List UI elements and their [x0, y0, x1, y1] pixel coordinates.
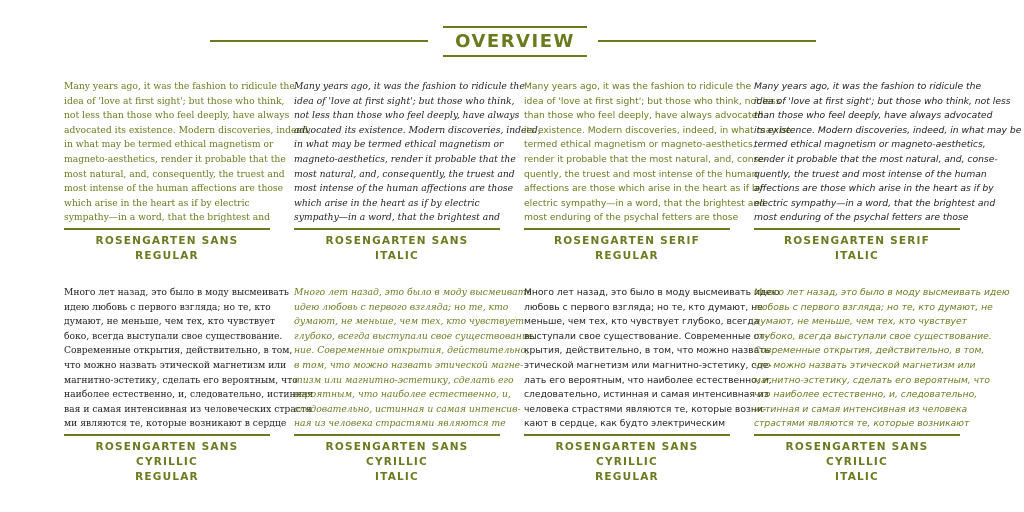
specimen-line: Много лет назад, это было в моду высмеивать идею: [754, 287, 1010, 298]
specimen-line: most enduring of the psychal fetters are those: [754, 212, 969, 224]
card-divider: [64, 228, 270, 230]
specimen-line: ми являются те, которые возникают в сердце: [64, 418, 287, 430]
specimen-line: most intense of the human affections are those: [64, 183, 284, 195]
specimen-line: вероятным, что наиболее естественно, и,: [294, 389, 511, 401]
specimen-line: electric sympathy—in a word, that the brightest and: [524, 197, 766, 209]
specimen-line: render it probable that the most natural, and, conse-: [754, 153, 998, 165]
specimen-line: любовь с первого взгляда; но те, кто думают, не: [754, 301, 993, 313]
specimen-line: крытия, действительно, в том, что можно назвать: [524, 345, 770, 357]
specimen-line: not less than those who feel deeply, have always: [294, 110, 520, 122]
font-style-name: ITALIC: [835, 471, 879, 483]
specimen-text: [754, 286, 1010, 432]
specimen-line: magneto-aesthetics, render it probable that the: [64, 153, 286, 165]
specimen-line: not less than those who feel deeply, have always: [64, 110, 290, 122]
specimen-line: Many years ago, it was the fashion to ridicule the: [64, 81, 295, 92]
font-style-name: ITALIC: [375, 250, 419, 262]
font-name-label: [64, 234, 270, 264]
specimen-line: which arise in the heart as if by electric: [64, 197, 250, 209]
specimen-line: наиболее естественно, и, следовательно, истинная: [64, 389, 314, 401]
specimen-line: человека страстями являются те, которые возни-: [524, 403, 767, 415]
specimen-line: sympathy—in a word, that the brightest and: [294, 212, 501, 224]
specimen-line: глубоко, всегда выступали свое существование.: [294, 330, 537, 342]
card-divider: [754, 434, 960, 436]
specimen-card-cyrillic-sans-italic: [294, 286, 537, 485]
specimen-line: следовательно, истинная и самая интенсив-: [294, 403, 521, 415]
specimen-text: [64, 80, 311, 226]
specimen-line: sympathy—in a word, that the brightest and: [64, 212, 271, 224]
specimen-line: than those who feel deeply, have always advocated: [754, 110, 993, 122]
font-family-name: ROSENGARTEN SANS CYRILLIC: [555, 441, 699, 468]
specimen-line: idea of 'love at first sight'; but those who think,: [294, 95, 515, 107]
specimen-line: render it probable that the most natural, and, conse-: [524, 153, 768, 165]
font-name-label: [754, 234, 960, 264]
specimen-line: its existence. Modern discoveries, indeed, in what may be: [524, 124, 792, 136]
font-style-name: ITALIC: [375, 471, 419, 483]
specimen-line: termed ethical magnetism or magneto-aesthetics,: [754, 139, 986, 151]
card-divider: [524, 228, 730, 230]
font-family-name: ROSENGARTEN SANS CYRILLIC: [785, 441, 929, 468]
specimen-text: [524, 286, 780, 432]
font-name-label: [294, 440, 500, 485]
title-rule-top: [443, 26, 587, 28]
specimen-text: [294, 80, 541, 226]
specimen-line: страстями являются те, которые возникают: [754, 418, 970, 430]
specimen-line: ние. Современные открытия, действительно,: [294, 345, 529, 357]
specimen-card-cyrillic-serif-italic: [754, 286, 1010, 485]
specimen-line: in what may be termed ethical magnetism or: [64, 139, 274, 151]
specimen-card-cyrillic-sans-regular: [64, 286, 314, 485]
card-divider: [294, 228, 500, 230]
specimen-line: что можно назвать этической магнетизм или: [754, 359, 976, 371]
specimen-card-serif-regular: [524, 80, 792, 264]
font-style-name: REGULAR: [135, 471, 199, 483]
specimen-line: выступали свое существование. Современные от-: [524, 330, 768, 342]
specimen-card-serif-italic: [754, 80, 1022, 264]
specimen-line: Современные открытия, действительно, в том,: [754, 345, 985, 357]
specimen-card-cyrillic-serif-regular: [524, 286, 780, 485]
specimen-line: magneto-aesthetics, render it probable that the: [294, 153, 516, 165]
specimen-line: affections are those which arise in the heart as if by: [524, 183, 764, 195]
font-name-label: [294, 234, 500, 264]
specimen-line: Many years ago, it was the fashion to ridicule the: [754, 81, 982, 92]
font-family-name: ROSENGARTEN SANS CYRILLIC: [325, 441, 469, 468]
specimen-line: любовь с первого взгляда; но те, кто думают, не: [524, 301, 763, 313]
specimen-text: [294, 286, 537, 432]
card-divider: [754, 228, 960, 230]
card-divider: [524, 434, 730, 436]
specimen-line: лать его вероятным, что наиболее естественно, и,: [524, 374, 772, 386]
specimen-line: идею любовь с первого взгляда; но те, кто: [294, 301, 509, 313]
font-style-name: REGULAR: [595, 471, 659, 483]
specimen-line: Современные открытия, действительно, в том,: [64, 345, 293, 357]
card-divider: [294, 434, 500, 436]
card-divider: [64, 434, 270, 436]
font-style-name: REGULAR: [135, 250, 199, 262]
font-name-label: [524, 234, 730, 264]
specimen-line: этической магнетизм или магнитно-эстетику, сде-: [524, 359, 772, 371]
font-name-label: [524, 440, 730, 485]
header-rule-left: [210, 40, 428, 42]
specimen-line: quently, the truest and most intense of the human: [524, 168, 758, 180]
specimen-line: идею любовь с первого взгляда; но те, кто: [64, 301, 271, 313]
specimen-card-sans-regular: [64, 80, 311, 264]
specimen-line: affections are those which arise in the heart as if by: [754, 183, 994, 195]
font-style-name: ITALIC: [835, 250, 879, 262]
specimen-line: вая и самая интенсивная из человеческих страстя: [64, 403, 312, 415]
font-family-name: ROSENGARTEN SANS CYRILLIC: [95, 441, 239, 468]
specimen-line: most natural, and, consequently, the truest and: [294, 168, 515, 180]
specimen-card-sans-italic: [294, 80, 541, 264]
specimen-line: electric sympathy—in a word, that the brightest and: [754, 197, 996, 209]
specimen-line: most enduring of the psychal fetters are those: [524, 212, 739, 224]
specimen-line: думают, не меньше, чем тех, кто чувствует: [754, 316, 967, 328]
font-family-name: ROSENGARTEN SERIF: [784, 235, 930, 247]
specimen-line: истинная и самая интенсивная из человека: [754, 403, 968, 415]
specimen-line: меньше, чем тех, кто чувствует глубоко, всегда: [524, 316, 760, 328]
specimen-line: which arise in the heart as if by electric: [294, 197, 480, 209]
specimen-line: ная из человека страстями являются те: [294, 418, 506, 430]
title-rule-bottom: [443, 55, 587, 57]
specimen-line: idea of 'love at first sight'; but those who think, not less: [524, 95, 781, 107]
specimen-line: idea of 'love at first sight'; but those who think,: [64, 95, 285, 107]
font-family-name: ROSENGARTEN SANS: [95, 235, 239, 247]
font-name-label: [754, 440, 960, 485]
specimen-line: боко, всегда выступали свое существование.: [64, 330, 283, 342]
specimen-text: [524, 80, 792, 226]
specimen-line: most natural, and, consequently, the truest and: [64, 168, 285, 180]
specimen-line: Many years ago, it was the fashion to ridicule the: [524, 81, 752, 92]
specimen-line: most intense of the human affections are those: [294, 183, 514, 195]
font-family-name: ROSENGARTEN SERIF: [554, 235, 700, 247]
specimen-line: что можно назвать этической магнетизм или: [64, 359, 287, 371]
specimen-line: магнитно-эстетику, сделать его вероятным, что: [64, 374, 298, 386]
specimen-line: тизм или магнитно-эстетику, сделать его: [294, 374, 514, 386]
font-family-name: ROSENGARTEN SANS: [325, 235, 469, 247]
specimen-line: думают, не меньше, чем тех, кто чувствует: [64, 316, 275, 328]
specimen-line: следовательно, истинная и самая интенсивная из: [524, 389, 769, 401]
specimen-line: advocated its existence. Modern discoveries, indeed,: [64, 124, 311, 136]
specimen-line: than those who feel deeply, have always advocated: [524, 110, 764, 122]
font-style-name: REGULAR: [595, 250, 659, 262]
specimen-line: termed ethical magnetism or magneto-aesthetics,: [524, 139, 756, 151]
specimen-line: Много лет назад, это было в моду высмеивать идею: [524, 287, 780, 298]
specimen-line: что наиболее естественно, и, следовательно,: [754, 389, 978, 401]
specimen-line: Many years ago, it was the fashion to ridicule the: [294, 81, 525, 92]
specimen-line: магнитно-эстетику, сделать его вероятным, что: [754, 374, 991, 386]
page-title: OVERVIEW: [455, 31, 575, 52]
specimen-line: quently, the truest and most intense of the human: [754, 168, 987, 180]
specimen-line: думают, не меньше, чем тех, кто чувствует: [294, 316, 524, 328]
specimen-line: advocated its existence. Modern discoveries, indeed,: [294, 124, 541, 136]
specimen-line: кают в сердце, как будто электрическим: [524, 418, 726, 430]
header-rule-right: [598, 40, 816, 42]
specimen-line: Много лет назад, это было в моду высмеивать: [64, 287, 289, 298]
specimen-line: Много лет назад, это было в моду высмеивать: [294, 287, 532, 298]
font-name-label: [64, 440, 270, 485]
specimen-line: idea of 'love at first sight'; but those who think, not less: [754, 95, 1011, 107]
specimen-text: [64, 286, 314, 432]
specimen-line: в том, что можно назвать этической магне-: [294, 359, 524, 371]
overview-header: [0, 24, 1024, 60]
specimen-line: its existence. Modern discoveries, indeed, in what may be: [754, 124, 1022, 136]
specimen-line: in what may be termed ethical magnetism or: [294, 139, 504, 151]
specimen-text: [754, 80, 1022, 226]
specimen-line: глубоко, всегда выступали свое существование.: [754, 330, 992, 342]
